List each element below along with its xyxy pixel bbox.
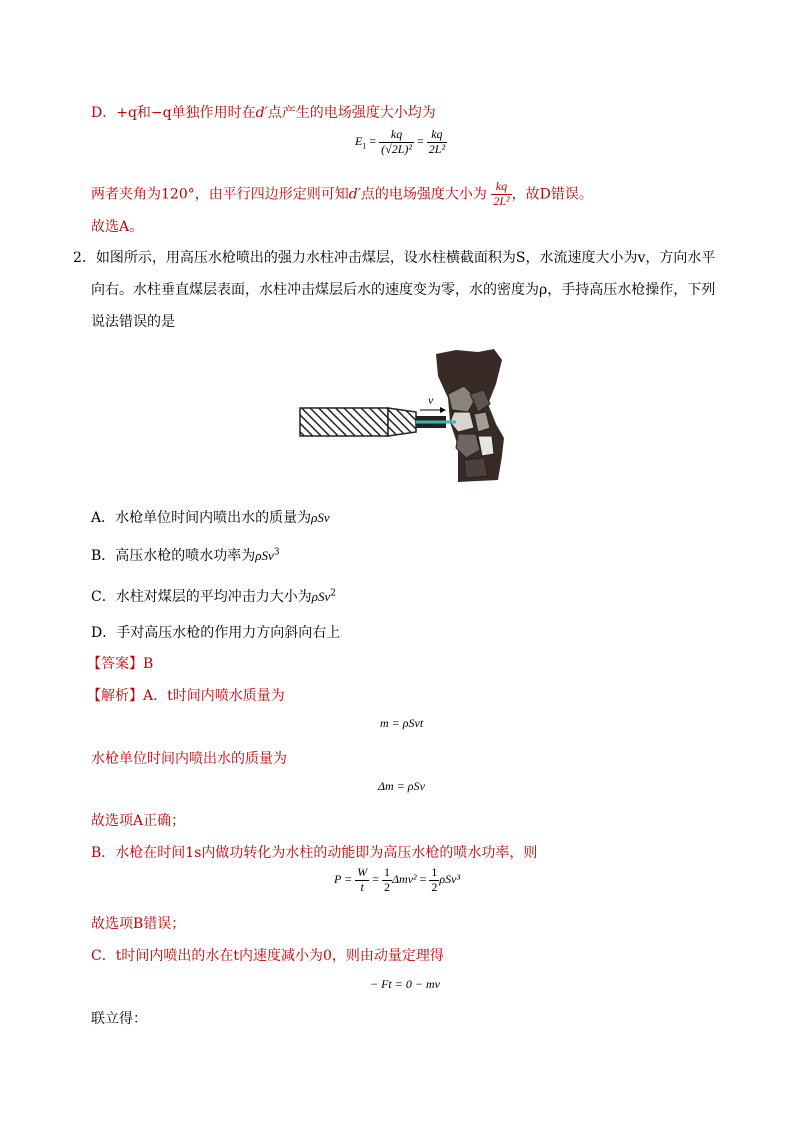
option-a-text: 水枪单位时间内喷出水的质量为 — [115, 510, 312, 526]
eq-power-w: W — [357, 865, 368, 879]
angle-frac — [491, 180, 511, 209]
angle-text3: ，故D错误。 — [511, 186, 593, 203]
analysis-unit-line: 水枪单位时间内喷出水的质量为 — [91, 751, 287, 767]
eq-power-end: ρSv³ — [439, 872, 461, 887]
gun-barrel-body — [300, 408, 388, 436]
formula-e1: $E_1$ = $\frac{kq}{\text{(√2L)²}}$ = $\frac{kq}{\text{2L²}}$ — [355, 127, 446, 156]
option-b-text: 高压水枪的喷水功率为 — [115, 548, 256, 564]
analysis-a-conclusion: 故选项A正确； — [91, 813, 186, 829]
section-d-text2: 点产生的电场强度大小均为 — [267, 105, 436, 121]
eq-power-frac-w — [355, 866, 369, 895]
analysis-a-text: A．t时间内喷水质量为 — [143, 688, 285, 704]
answer-line — [87, 653, 153, 673]
option-c-text: 水柱对煤层的平均冲击力大小为 — [115, 589, 312, 605]
option-c-expr: ρSv — [311, 589, 331, 604]
angle-frac-den: 2L² — [493, 193, 510, 208]
formula-e1-den1: (√2L)² — [381, 141, 412, 156]
formula-e1-frac2 — [427, 128, 447, 157]
option-a-label: A． — [91, 510, 116, 526]
question-2-line2: 向右。水柱垂直煤层表面，水柱冲击煤层后水的速度变为零，水的密度为ρ，手持高压水枪操作，下列 — [91, 282, 716, 298]
option-a-expr: ρSv — [311, 510, 330, 525]
option-b — [91, 545, 280, 565]
formula-e1-lhs: E — [355, 134, 363, 149]
question-number: 2． — [73, 250, 96, 266]
eq-power-half1-num: 1 — [384, 865, 390, 879]
formula-e1-sub: 1 — [362, 141, 367, 151]
velocity-label: v — [428, 393, 434, 407]
eq-m: m = ρSvt — [380, 716, 424, 730]
eq-power-lhs: P = — [334, 872, 353, 887]
formula-e1-den2: 2L² — [428, 141, 446, 156]
angle-text2: 点的电场强度大小为 — [360, 186, 487, 203]
eq-power: P = $\frac{W}{t}$ = $\frac{1}{2}$ Δmv² = $\frac{1}{2}$ ρSv³ — [334, 865, 461, 894]
section-d-label: D． — [91, 105, 117, 121]
analysis-c-line: C．t时间内喷出的水在t内速度减小为0，则由动量定理得 — [91, 948, 444, 964]
choose-a-line: 故选A。 — [91, 219, 144, 235]
question-2-line1 — [73, 247, 715, 267]
analysis-tag: 【解析】 — [87, 688, 143, 704]
angle-text1: 两者夹角为120°，由平行四边形定则可知 — [91, 186, 349, 203]
rock-7 — [464, 458, 488, 478]
point-d-prime: d′ — [255, 105, 268, 121]
option-b-label: B． — [91, 548, 116, 564]
section-d-text1: +q和−q单独作用时在 — [116, 105, 256, 121]
combine-line: 联立得： — [91, 1011, 147, 1027]
eq-power-half2-den: 2 — [431, 879, 438, 894]
formula-e1-num1: kq — [379, 128, 414, 143]
eq-power-half1-den: 2 — [384, 879, 390, 894]
eq-power-t: t — [360, 879, 364, 894]
gun-barrel-taper — [388, 408, 416, 436]
option-d-text: 手对高压水枪的作用力方向斜向右上 — [116, 625, 341, 641]
angle-point: d′ — [348, 186, 361, 203]
answer-tag: 【答案】 — [87, 656, 143, 672]
analysis-b-line: B．水枪在时间1s内做功转化为水柱的动能即为高压水枪的喷水功率，则 — [91, 845, 538, 861]
formula-e1-frac1 — [379, 128, 414, 157]
angle-paragraph — [91, 180, 593, 209]
option-a — [91, 507, 330, 527]
option-d — [91, 622, 340, 642]
water-gun-figure — [298, 346, 508, 486]
eq-power-mid: Δmv² — [392, 872, 417, 887]
eq-dm: Δm = ρSv — [378, 779, 425, 793]
answer-value: B — [143, 656, 154, 672]
eq-power-half1 — [382, 866, 392, 895]
option-b-sup: 3 — [273, 547, 280, 558]
option-c-label: C． — [91, 589, 116, 605]
formula-e1-num2: kq — [427, 128, 447, 143]
option-b-expr: ρSv — [255, 548, 274, 563]
question-2-line3: 说法错误的是 — [91, 314, 175, 330]
analysis-b-conclusion: 故选项B错误； — [91, 916, 186, 932]
eq-power-half2-num: 1 — [431, 865, 438, 879]
eq-ft: − Ft = 0 − mv — [370, 977, 440, 991]
analysis-a-line — [87, 685, 285, 705]
section-d-line — [91, 102, 436, 122]
angle-frac-num: kq — [491, 180, 511, 195]
option-c-sup: 2 — [330, 588, 336, 599]
eq-power-half2 — [429, 866, 439, 895]
option-c — [91, 586, 336, 606]
question-text-line1: 如图所示，用高压水枪喷出的强力水柱冲击煤层，设水柱横截面积为S，水流速度大小为v，方向水平 — [95, 250, 716, 266]
velocity-arrowhead — [440, 407, 446, 413]
option-d-label: D． — [91, 625, 117, 641]
